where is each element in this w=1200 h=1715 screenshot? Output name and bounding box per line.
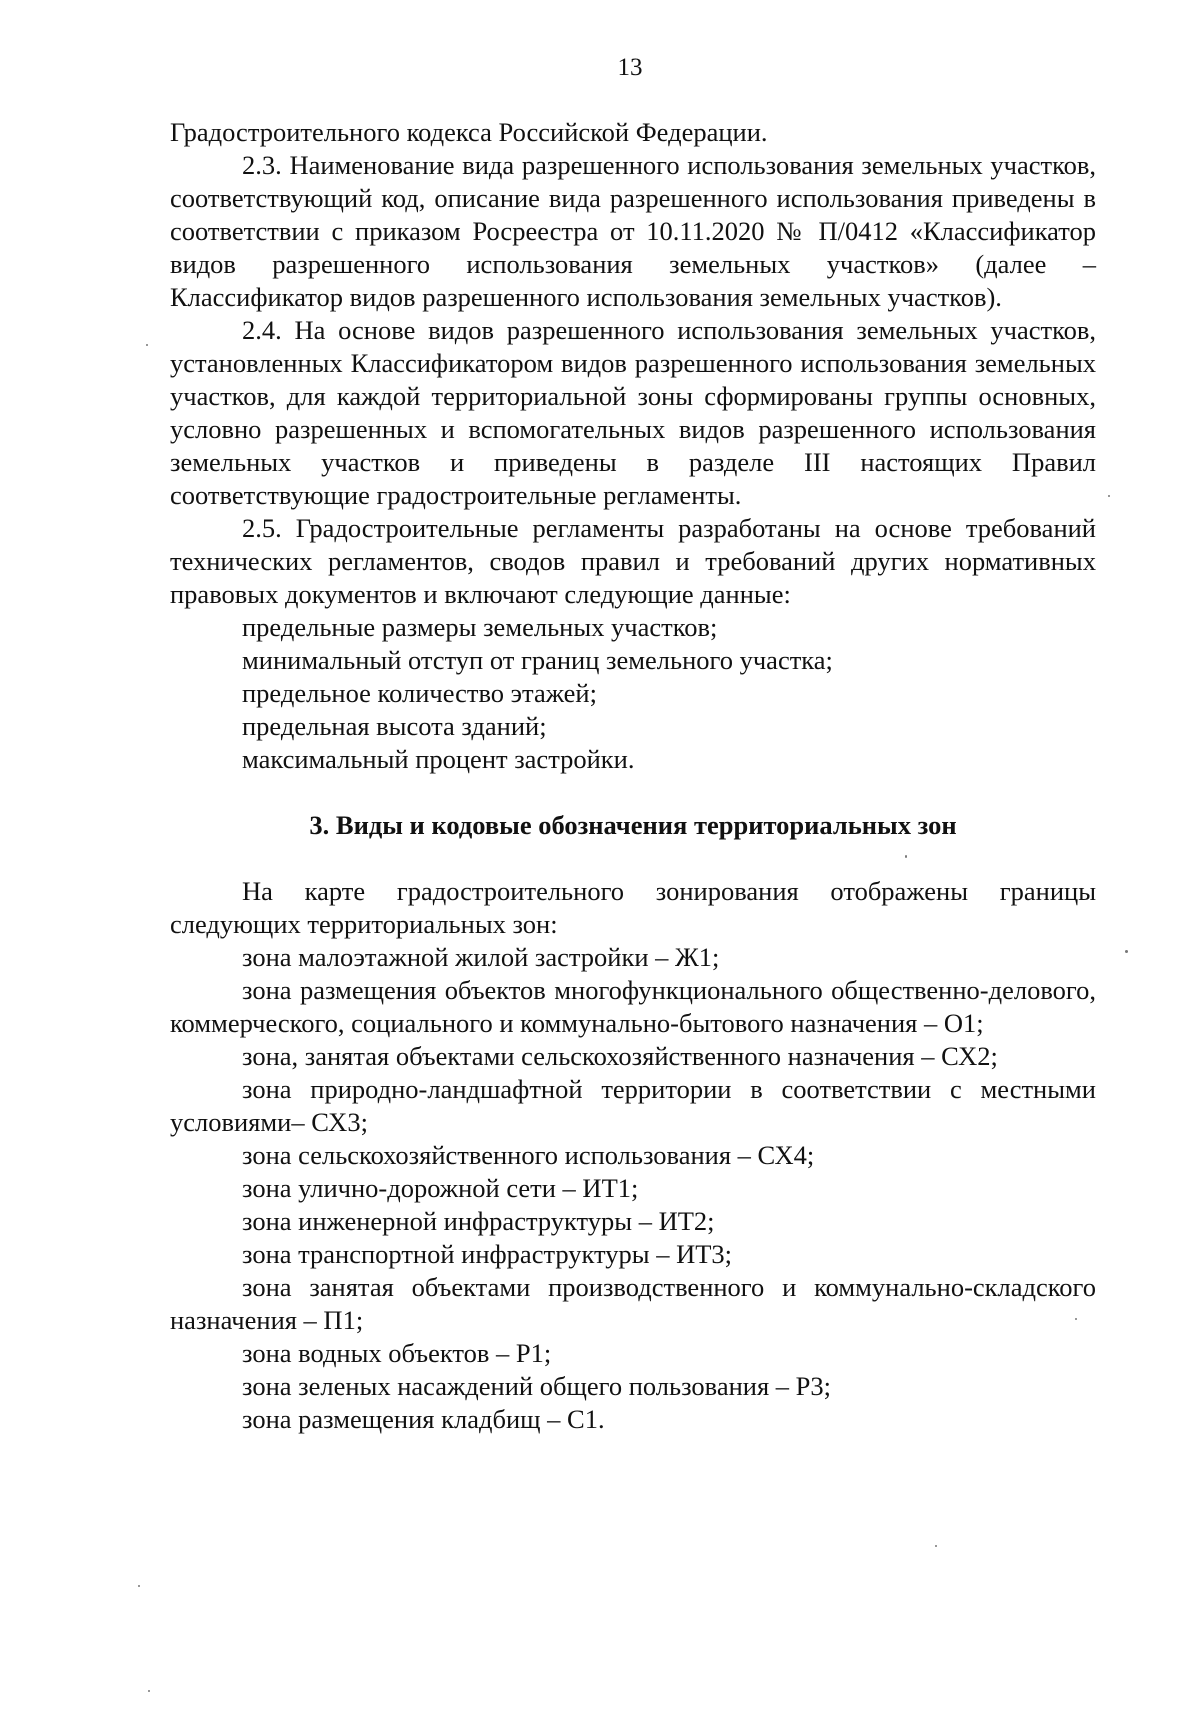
zone-item: зона транспортной инфраструктуры – ИТ3;	[242, 1239, 733, 1269]
scan-speck	[905, 855, 907, 858]
zone-item: зона улично-дорожной сети – ИТ1;	[242, 1173, 639, 1203]
zone-item: зона природно-ландшафтной территории в соответствии с местными условиями– СХ3;	[170, 1074, 1096, 1137]
zone-item: зона малоэтажной жилой застройки – Ж1;	[242, 942, 720, 972]
regulation-item: предельная высота зданий;	[242, 711, 547, 741]
section-3-heading: 3. Виды и кодовые обозначения территориальных зон	[309, 810, 957, 840]
document-body	[170, 116, 1096, 1436]
scan-speck	[148, 1690, 150, 1692]
regulation-item: максимальный процент застройки.	[242, 744, 635, 774]
scan-speck	[1075, 1318, 1077, 1320]
zone-item: зона занятая объектами производственного и коммунально-складского назначения – П1;	[170, 1272, 1096, 1335]
zone-item: зона инженерной инфраструктуры – ИТ2;	[242, 1206, 715, 1236]
section-3-intro: На карте градостроительного зонирования отображены границы следующих территориальных зон:	[170, 876, 1096, 939]
paragraph-2-3: 2.3. Наименование вида разрешенного использования земельных участков, соответствующий код, описание вида разрешенного использования приведены в соответствии с приказом Росреестра от 10.11.2020 № П/0412 «Классификатор видов разрешенного использования земельных участков» (далее – Классификатор видов разрешенного использования земельных участков).	[170, 150, 1096, 312]
zone-item: зона зеленых насаждений общего пользования – Р3;	[242, 1371, 831, 1401]
zone-item: зона водных объектов – Р1;	[242, 1338, 552, 1368]
zone-item: зона, занятая объектами сельскохозяйственного назначения – СХ2;	[242, 1041, 998, 1071]
scan-speck	[138, 1585, 140, 1587]
regulation-item: минимальный отступ от границ земельного участка;	[242, 645, 833, 675]
zone-list	[170, 941, 1096, 1436]
scan-speck	[935, 1545, 937, 1547]
regulation-list	[170, 611, 1096, 776]
scan-speck	[146, 344, 148, 346]
zone-item: зона размещения объектов многофункционального общественно-делового, коммерческого, социального и коммунально-бытового назначения – О1;	[170, 975, 1096, 1038]
paragraph-2-5: 2.5. Градостроительные регламенты разработаны на основе требований технических регламентов, сводов правил и требований других нормативных правовых документов и включают следующие данные:	[170, 513, 1096, 609]
regulation-item: предельное количество этажей;	[242, 678, 597, 708]
zone-item: зона размещения кладбищ – С1.	[242, 1404, 605, 1434]
scan-speck	[1108, 495, 1110, 497]
paragraph-intro-tail: Градостроительного кодекса Российской Федерации.	[170, 117, 768, 147]
page-number: 13	[617, 54, 643, 81]
scan-speck	[1125, 950, 1128, 953]
paragraph-2-4: 2.4. На основе видов разрешенного использования земельных участков, установленных Классификатором видов разрешенного использования земельных участков, для каждой территориальной зоны сформированы группы основных, условно разрешенных и вспомогательных видов разрешенного использования земельных участков и приведены в разделе III настоящих Правил соответствующие градостроительные регламенты.	[170, 315, 1096, 510]
zone-item: зона сельскохозяйственного использования – СХ4;	[242, 1140, 815, 1170]
regulation-item: предельные размеры земельных участков;	[242, 612, 718, 642]
